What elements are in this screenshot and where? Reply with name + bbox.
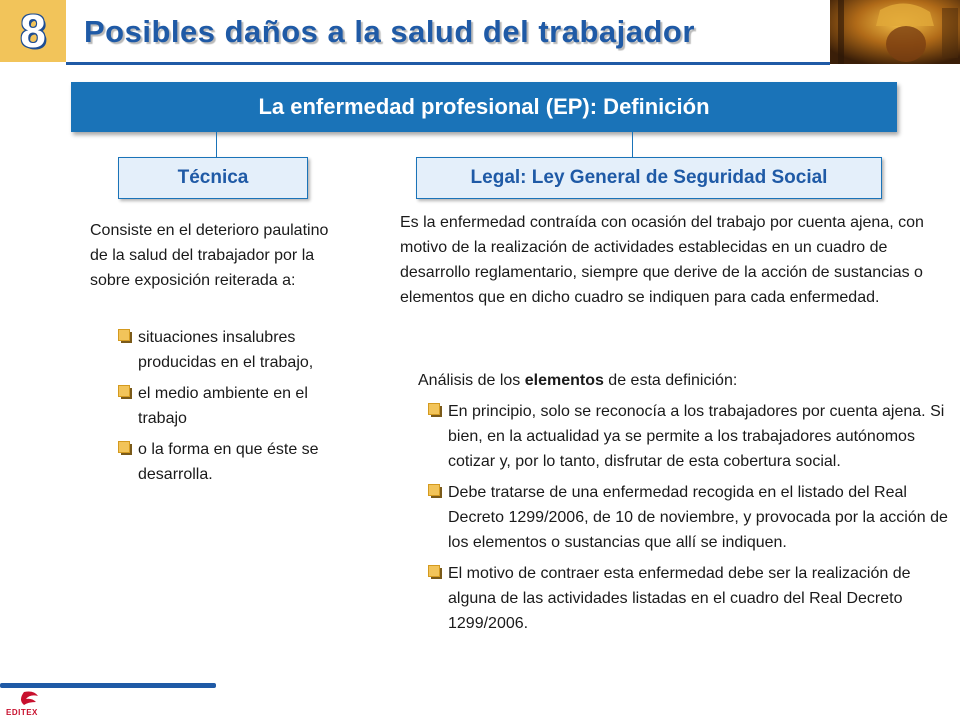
tag-legal-label: Legal: Ley General de Seguridad Social	[470, 167, 828, 188]
list-item-text: situaciones insalubres producidas en el trabajo,	[138, 329, 314, 371]
footer-divider	[0, 683, 216, 688]
list-item-text: El motivo de contraer esta enfermedad debe ser la realización de alguna de las actividades listadas en el cuadro del Real Decreto 1299/2006.	[448, 565, 911, 632]
list-item-text: el medio ambiente en el trabajo	[138, 385, 308, 427]
list-item-text: En principio, solo se reconocía a los trabajadores por cuenta ajena. Si bien, en la actualidad ya se permite a los trabajadores autónomos cotizar y, por lo tanto, disfrutar de esta cobertura social.	[448, 403, 945, 470]
header-divider	[66, 62, 830, 65]
square-bullet-icon	[428, 484, 442, 498]
chapter-number: 8	[20, 5, 46, 57]
list-item	[118, 325, 358, 375]
section-banner	[71, 82, 897, 132]
connector-tecnica	[216, 132, 217, 157]
list-item-text: Debe tratarse de una enfermedad recogida en el listado del Real Decreto 1299/2006, de 10 de noviembre, y provocada por la acción de los elementos o sustancias que allí se indiquen.	[448, 484, 948, 551]
square-bullet-icon	[428, 565, 442, 579]
list-item-text: o la forma en que éste se desarrolla.	[138, 441, 319, 483]
tag-tecnica	[118, 157, 308, 199]
list-item	[118, 437, 358, 487]
connector-legal	[632, 132, 633, 157]
tag-tecnica-label: Técnica	[177, 167, 249, 188]
square-bullet-icon	[118, 385, 132, 399]
legal-analysis-heading: Análisis de los elementos de esta definición:	[418, 372, 738, 389]
tecnica-bullet-list	[118, 325, 358, 487]
legal-definition: Es la enfermedad contraída con ocasión del trabajo por cuenta ajena, con motivo de la realización de actividades establecidas en un cuadro de desarrollo reglamentario, siempre que derive de la acción de sustancias o elementos que en dicho cuadro se indiquen para cada enfermedad.	[400, 214, 924, 306]
tag-legal	[416, 157, 882, 199]
list-item	[118, 381, 358, 431]
square-bullet-icon	[118, 441, 132, 455]
list-item	[428, 480, 952, 555]
list-item	[428, 561, 952, 636]
worker-photo	[830, 0, 960, 64]
banner-title: La enfermedad profesional (EP): Definición	[258, 94, 710, 119]
square-bullet-icon	[118, 329, 132, 343]
list-item	[428, 399, 952, 474]
legal-bullet-list	[428, 399, 952, 636]
slide-title: Posibles daños a la salud del trabajador	[84, 14, 695, 49]
tecnica-intro: Consiste en el deterioro paulatino de la salud del trabajador por la sobre exposición reiterada a:	[90, 222, 329, 289]
square-bullet-icon	[428, 403, 442, 417]
publisher-name: EDITEX	[6, 708, 38, 717]
